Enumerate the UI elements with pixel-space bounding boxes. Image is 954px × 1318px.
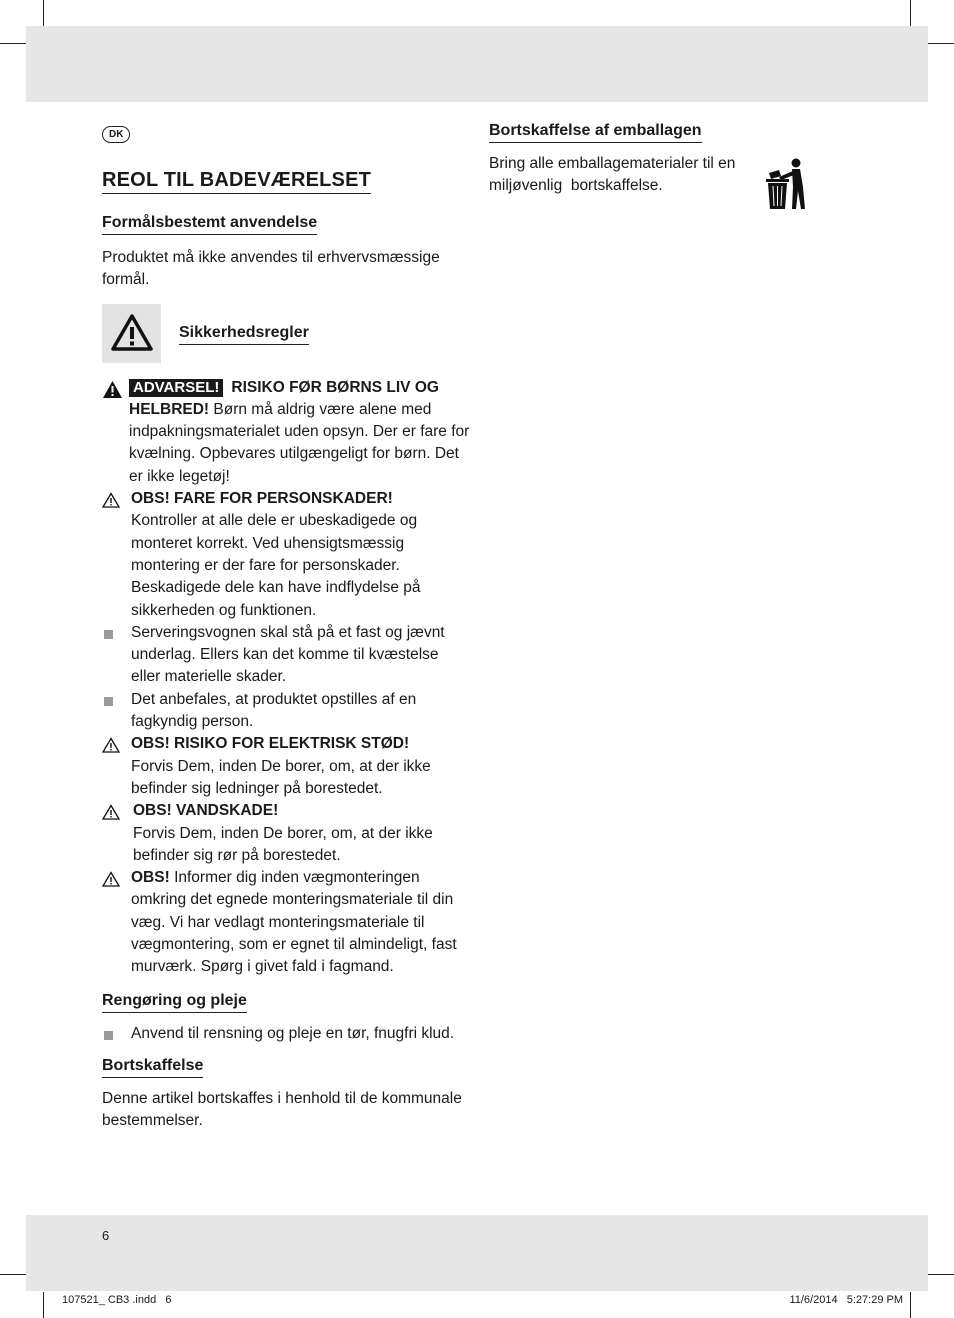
timestamp: 11/6/2014 5:27:29 PM bbox=[789, 1294, 903, 1306]
header-band bbox=[26, 26, 928, 102]
warning-triangle-icon bbox=[102, 304, 161, 363]
warning-filled-icon bbox=[102, 380, 123, 399]
safety-header bbox=[102, 304, 472, 363]
caution-triangle-icon bbox=[102, 804, 120, 820]
safety-list bbox=[102, 377, 472, 979]
footer-band bbox=[26, 1215, 928, 1291]
caution-triangle-icon bbox=[102, 737, 120, 753]
right-column bbox=[489, 122, 819, 213]
intended-use-heading: Formålsbestemt anvendelse bbox=[102, 214, 317, 235]
language-badge: DK bbox=[102, 126, 130, 143]
list-item: Serveringsvognen skal stå på et fast og jævnt underlag. Ellers kan det komme til kvæstelse eller materielle skader. bbox=[102, 622, 472, 689]
disposal-text: Denne artikel bortskaffes i henhold til de kommunale bestemmelser. bbox=[102, 1089, 462, 1130]
list-item: OBS! RISIKO FOR ELEKTRISK STØD! Forvis Dem, inden De borer, om, at der ikke befinder sig ledninger på borestedet. bbox=[102, 733, 472, 800]
trash-bin-icon bbox=[765, 157, 809, 213]
file-slug: 107521_ CB3 .indd 6 bbox=[62, 1294, 172, 1306]
safety-heading: Sikkerhedsregler bbox=[179, 324, 309, 345]
bullet-square-icon bbox=[104, 1031, 113, 1040]
list-item: OBS! Informer dig inden vægmonteringen omkring det egnede monteringsmateriale til din væg. Vi har vedlagt monteringsmateriale til vægmontering, som er egnet til almindeligt, fast murværk. Spørg i givet fald i fagmand. bbox=[102, 867, 472, 978]
disposal-heading: Bortskaffelse bbox=[102, 1057, 203, 1078]
list-item: Anvend til rensning og pleje en tør, fnugfri klud. bbox=[102, 1023, 472, 1045]
cleaning-heading: Rengøring og pleje bbox=[102, 992, 247, 1013]
packaging-disposal-text: Bring alle emballagematerialer til en miljøvenlig bortskaffelse. bbox=[489, 155, 740, 195]
left-column bbox=[102, 124, 472, 1133]
bullet-square-icon bbox=[104, 697, 113, 706]
packaging-disposal-heading: Bortskaffelse af emballagen bbox=[489, 122, 702, 143]
intended-use-text: Produktet må ikke anvendes til erhvervsmæssige formål. bbox=[102, 249, 440, 289]
list-item: ADVARSEL! RISIKO FØR BØRNS LIV OG HELBRED! Børn må aldrig være alene med indpakningsmaterialet uden opsyn. Der er fare for kvælning. Opbevares utilgængeligt for børn. Det er ikke legetøj! bbox=[102, 377, 472, 488]
page-title: REOL TIL BADEVÆRELSET bbox=[102, 169, 371, 194]
caution-triangle-icon bbox=[102, 492, 120, 508]
bullet-square-icon bbox=[104, 630, 113, 639]
list-item: Det anbefales, at produktet opstilles af en fagkyndig person. bbox=[102, 689, 472, 734]
warning-badge: ADVARSEL! bbox=[129, 379, 223, 397]
caution-triangle-icon bbox=[102, 871, 120, 887]
page-number: 6 bbox=[102, 1228, 110, 1243]
list-item: OBS! FARE FOR PERSONSKADER! Kontroller at alle dele er ubeskadigede og monteret korrekt. Ved uhensigtsmæssig montering er der fare for personskader. Beskadigede dele kan have indflydelse på sikkerheden og funktionen. bbox=[102, 488, 472, 622]
list-item: OBS! VANDSKADE! Forvis Dem, inden De borer, om, at der ikke befinder sig rør på borestedet. bbox=[102, 800, 472, 867]
